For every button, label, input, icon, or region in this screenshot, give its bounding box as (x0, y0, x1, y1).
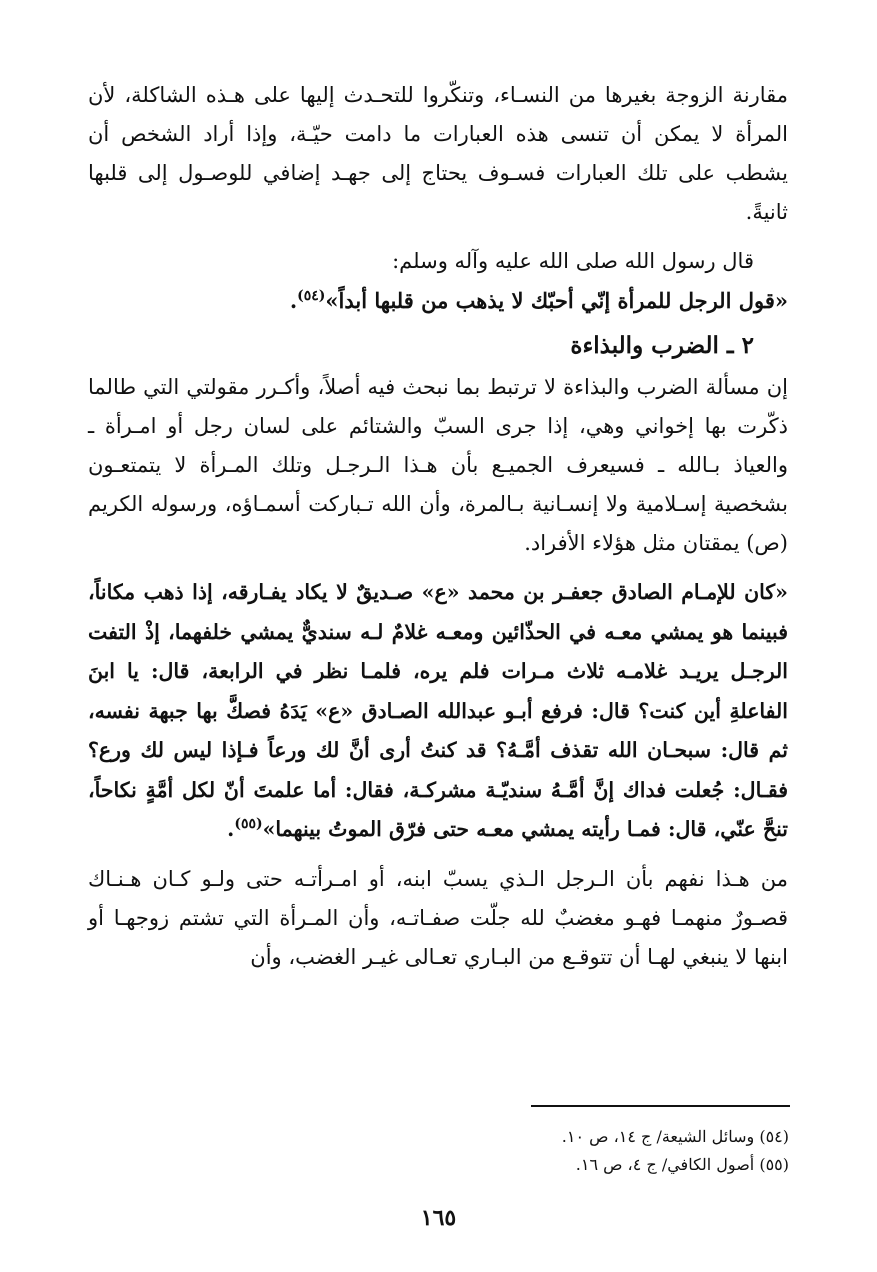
footnote-ref-54: (٥٤) (297, 288, 326, 304)
footnote-ref-55: (٥٥) (234, 816, 263, 833)
footnote-55: (٥٥) أصول الكافي/ ج ٤، ص ١٦. (575, 1155, 789, 1174)
paragraph-conclusion: من هـذا نفهم بأن الـرجل الـذي يسبّ ابنه، أو امـرأتـه حتى ولـو كـان هـنـاك قصـورٌ منهمـا فهـو مغضبٌ لله جلّت صفـاتـه، وأن المـرأة التي تشتم زوجهـا أو ابنها لا ينبغي لهـا أن تتوقـع من البـاري تعـالى غيـر الغضب، وأن (88, 866, 788, 969)
footnote-54: (٥٤) وسائل الشيعة/ ج ١٤، ص ١٠. (561, 1127, 789, 1146)
paragraph-intro: مقارنة الزوجة بغيرها من النسـاء، وتنكّروا للتحـدث إليها على هـذه الشاكلة، لأن المرأة لا يمكن أن تنسى هذه العبارات ما دامت حيّـة، وإذا أراد الشخص أن يشطب على تلك العبارات فسـوف يحتاج إلى جهـد إضافي للوصـول إلى قلبها ثانيةً. (88, 83, 788, 224)
hadith-1-text: «قول الرجل للمرأة إنّي أحبّك لا يذهب من قلبها أبداً» (325, 288, 788, 313)
hadith-2-end: . (227, 817, 235, 841)
hadith-1-end: . (289, 288, 298, 313)
footnotes (389, 1123, 789, 1179)
hadith-1-quote (88, 281, 788, 320)
paragraph-insults: إن مسألة الضرب والبذاءة لا ترتبط بما نبحث فيه أصلاً، وأكـرر مقولتي التي طالما ذكّرت بها إخواني وهي، إذا جرى السبّ والشتائم على لسان رجل أو امـرأة ـ والعياذ بـالله ـ فسيعرف الجميـع بأن هـذا الـرجـل وتلك المـرأة لا يتمتعـون بشخصية إسـلامية ولا إنسـانية بـالمرة، وأن الله تـباركت أسمـاؤه، ورسوله الكريم (ص) يمقتان مثل هؤلاء الأفراد. (88, 375, 788, 555)
hadith-2-quote (88, 573, 788, 850)
hadith-1-attribution: قال رسول الله صلى الله عليه وآله وسلم: (392, 249, 754, 273)
page-body (88, 76, 788, 977)
page-number: ١٦٥ (420, 1205, 457, 1231)
footnote-divider (531, 1105, 790, 1107)
section-heading: ٢ ـ الضرب والبذاءة (570, 332, 754, 359)
hadith-2-text: «كان للإمـام الصادق جعفـر بن محمد «ع» صـديقٌ لا يكاد يفـارقه، إذا ذهب مكاناً، فبينما هو يمشي معـه في الحذّائين ومعـه غلامٌ لـه سنديٌّ يمشي خلفهما، إذْ التفت الرجـل يريـد غلامـه ثلاث مـرات فلم يره، فلمـا نظر في الرابعة، قال: يا ابنَ الفاعلةِ أين كنت؟ قال: فرفع أبـو عبدالله الصـادق «ع» يَدَهُ فصكَّ بها جبهة نفسه، ثم قال: سبحـان الله تقذف أمَّـهُ؟ قد كنتُ أرى أنَّ لك ورعاً فـإذا ليس لك ورع؟ فقـال: جُعلت فداك إنَّ أمَّـهُ سنديّـة مشركـة، فقال: أما علمتَ أنّ لكل أمَّةٍ نكاحاً، تنحَّ عنّي، قال: فمـا رأيته يمشي معـه حتى فرّق الموتُ بينهما» (88, 580, 788, 841)
